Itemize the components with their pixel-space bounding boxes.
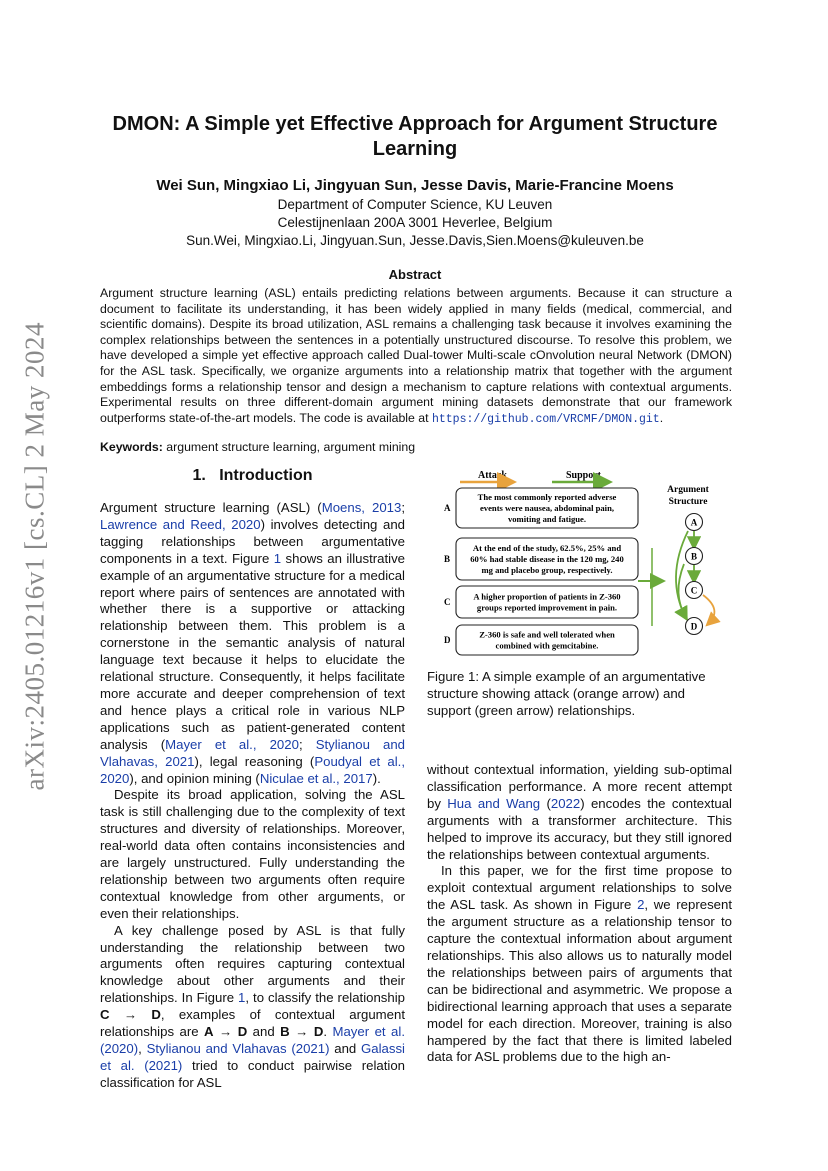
citation-link[interactable]: 1 xyxy=(273,550,282,566)
citation-link[interactable]: Poudyal et al., 2020 xyxy=(100,753,405,786)
argument-text: combined with gemcitabine. xyxy=(495,640,599,651)
argument-text: mg and placebo group, respectively. xyxy=(481,565,613,575)
keywords xyxy=(100,439,732,455)
structure-title: Argument xyxy=(667,485,709,495)
department: Department of Computer Science, KU Leuven xyxy=(277,197,553,212)
graph-node-label: A xyxy=(690,517,698,528)
bold-text: A xyxy=(204,1024,214,1040)
argument-text: A higher proportion of patients in Z-360 xyxy=(473,591,621,602)
right-column xyxy=(427,762,732,1066)
citation-link[interactable]: Moens, 2013 xyxy=(321,500,402,515)
graph-node-label: B xyxy=(690,551,698,562)
graph-node-label: D xyxy=(690,621,698,632)
argument-box-c xyxy=(444,586,638,618)
argument-structure-graph xyxy=(638,514,714,635)
citation-link[interactable]: Mayer et al., 2020 xyxy=(165,736,299,752)
argument-id: C xyxy=(444,597,451,607)
abstract-text: Argument structure learning (ASL) entails predicting relations between arguments. Because it can structure a document to facilitate its understanding, it has been widely applied in many fields (medical, commercial, and scientific domains). Despite its broad utilization, ASL remains a challenging task because it involves examining the complex relationships between the sentences in a potentially unstructured discourse. To resolve this problem, we have developed a simple yet effective approach called Dual-tower Multi-scale cOnvolution neural Network (DMON) for the ASL task. Specifically, we organize arguments into a relationship matrix that together with the argument embeddings forms a relationship tensor and design a mechanism to capture relations with contextual arguments. Experimental results on three different-domain argument mining datasets demonstrate that our framework outperforms state-of-the-art models. The code is available at xyxy=(100,286,732,425)
affiliation xyxy=(80,196,750,250)
section-title: Introduction xyxy=(219,467,313,484)
section-number: 1. xyxy=(192,467,206,484)
bold-text: D xyxy=(151,1007,161,1023)
argument-box-d xyxy=(444,625,638,655)
emails: Sun.Wei, Mingxiao.Li, Jingyuan.Sun, Jesse.Davis,Sien.Moens@kuleuven.be xyxy=(186,233,644,248)
support-label: Support xyxy=(566,470,602,481)
abstract-body xyxy=(100,286,732,427)
argument-box-a xyxy=(444,488,638,528)
paragraph: Argument structure learning (ASL) (Moens, 2013; Lawrence and Reed, 2020) involves detecting and tagging relationships between argumentative components in a text. Figure 1 shows an illustrative example of an argumentative structure for a medical report where pairs of sentences are annotated with whether there is a supportive or attacking relationship between them. This problem is a cornerstone in the semantic analysis of natural language text because it helps to elucidate the relational structure. Consequently, it helps facilitate more accurate and deeper comprehension of text and hence plays a critical role in various NLP applications such as patient-generated content analysis (Mayer et al., 2020; Stylianou and Vlahavas, 2021), legal reasoning (Poudyal et al., 2020), and opinion mining (Niculae et al., 2017). xyxy=(100,500,406,786)
paragraph: In this paper, we for the first time propose to exploit contextual argument relationships to solve the ASL task. As shown in Figure 2, we represent the argument structure as a relationship tensor to capture the contextual information about argument relationships. This also allows us to naturally model the relationships between pairs of arguments that can be bidirectional and asymmetric. We propose a bidirectional learning approach that uses a separate model for each direction. Moreover, training is also hampered by the fact that there is limited labeled data for ASL problems due to the high an- xyxy=(427,863,732,1065)
argument-text: vomiting and fatigue. xyxy=(507,514,587,524)
argument-text: The most commonly reported adverse xyxy=(477,492,617,502)
argument-text: 60% had stable disease in the 120 mg, 240 xyxy=(470,554,624,564)
citation-link[interactable]: 2 xyxy=(637,897,645,913)
argument-text: events were nausea, abdominal pain, xyxy=(479,503,615,513)
argument-text: groups reported improvement in pain. xyxy=(476,602,618,613)
abstract-heading: Abstract xyxy=(388,267,442,282)
paragraph: without contextual information, yielding sub-optimal classification performance. A more recent attempt by Hua and Wang (2022) encodes the contextual arguments with a transformer architecture. This helped to improve its accuracy, but they still ignored the relationships between contextual arguments. xyxy=(427,762,732,862)
paragraph: A key challenge posed by ASL is that fully understanding the relationship between two arguments often requires capturing contextual knowledge about other arguments and their relationships. In Figure 1, to classify the relationship C → D, examples of contextual argument relationships are A → D and B → D. Mayer et al. (2020), Stylianou and Vlahavas (2021) and Galassi et al. (2021) tried to conduct pairwise relation classification for ASL xyxy=(100,922,406,1090)
abstract-end: . xyxy=(659,410,664,425)
graph-node-label: C xyxy=(690,585,698,596)
address: Celestijnenlaan 200A 3001 Heverlee, Belgium xyxy=(277,215,553,230)
bold-text: D xyxy=(313,1024,324,1040)
citation-link[interactable]: Stylianou and Vlahavas (2021) xyxy=(146,1041,330,1056)
bold-text: D xyxy=(237,1024,248,1040)
citation-link[interactable]: Hua and Wang xyxy=(447,795,541,811)
citation-link[interactable]: 1 xyxy=(238,990,246,1006)
structure-title-2: Structure xyxy=(668,497,708,507)
keywords-text: argument structure learning, argument mining xyxy=(162,440,416,454)
bold-text: B xyxy=(280,1024,290,1040)
citation-link[interactable]: Lawrence and Reed, 2020 xyxy=(100,516,261,532)
citation-link[interactable]: Niculae et al., 2017 xyxy=(259,770,373,786)
keywords-label: Keywords: xyxy=(100,440,163,454)
figure-1 xyxy=(440,468,732,664)
section-heading xyxy=(100,465,405,487)
citation-link[interactable]: Stylianou and Vlahavas, 2021 xyxy=(100,736,406,769)
argument-id: B xyxy=(444,554,451,564)
argument-id: A xyxy=(444,503,451,513)
attack-label: Attack xyxy=(478,470,507,481)
argument-text: At the end of the study, 62.5%, 25% and xyxy=(472,543,622,553)
argument-box-b xyxy=(444,538,638,580)
citation-link[interactable]: Mayer et al. (2020) xyxy=(100,1024,405,1056)
authors: Wei Sun, Mingxiao Li, Jingyuan Sun, Jesse Davis, Marie-Francine Moens xyxy=(156,177,674,194)
code-link[interactable]: https://github.com/VRCMF/DMON.git xyxy=(431,412,660,426)
figure-caption: Figure 1: A simple example of an argumentative structure showing attack (orange arrow) and support (green arrow) relationships. xyxy=(427,669,706,718)
argument-id: D xyxy=(444,635,451,645)
left-column xyxy=(100,500,405,1092)
arxiv-stamp: arXiv:2405.01216v1 [cs.CL] 2 May 2024 xyxy=(19,322,50,791)
bold-text: C xyxy=(100,1007,110,1023)
paper-title: DMON: A Simple yet Effective Approach for Argument Structure Learning xyxy=(112,113,718,160)
citation-link[interactable]: Galassi et al. (2021) xyxy=(100,1041,405,1073)
argument-text: Z-360 is safe and well tolerated when xyxy=(479,629,615,640)
paragraph: Despite its broad application, solving the ASL task is still challenging due to the complexity of text structures and diversity of relationships. Moreover, real-world data often contains inconsistencies and are largely unstructured. Fully understanding the relationship between two arguments often require contextual knowledge from other arguments, or even their relationships. xyxy=(100,787,405,921)
citation-link[interactable]: 2022 xyxy=(550,795,581,811)
